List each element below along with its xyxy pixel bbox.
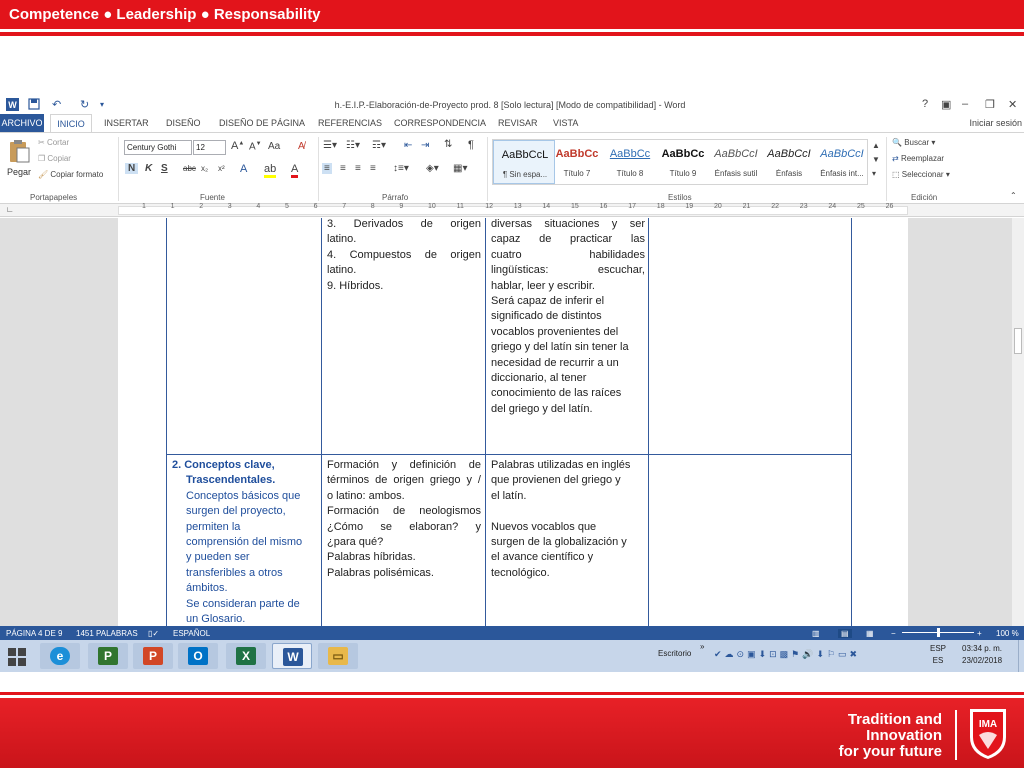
clock-time: 03:34 p. m.	[962, 644, 1003, 653]
style-name: Énfasis	[775, 169, 803, 178]
proofing-icon[interactable]: ▯✓	[148, 629, 160, 638]
svg-text:W: W	[8, 100, 17, 110]
zoom-in-icon[interactable]: +	[977, 629, 982, 638]
read-mode-icon[interactable]: ▥	[812, 629, 820, 638]
style-name: ¶ Sin espa...	[502, 170, 548, 179]
cell-line: latino.	[327, 233, 357, 246]
separator	[318, 137, 319, 201]
font-color-icon[interactable]: A	[291, 163, 298, 178]
cell-line: conocimiento de las raíces	[491, 387, 622, 400]
style-preview: AaBbCcI	[767, 148, 811, 160]
cell-line: Palabras híbridas.	[327, 551, 416, 564]
table-cell-objectives-bottom[interactable]	[491, 458, 645, 581]
desktop-toolbar[interactable]: Escritorio	[658, 649, 692, 658]
font-name-box[interactable]: Century Gothi	[124, 140, 192, 155]
justify-icon[interactable]: ≡	[370, 163, 376, 174]
cut-label: Cortar	[46, 138, 70, 147]
document-page	[118, 218, 908, 626]
paste-button[interactable]	[6, 139, 34, 183]
project-icon: P	[98, 647, 118, 665]
tab-view[interactable]: VISTA	[553, 118, 579, 128]
cell-line: necesidad de recurrir a un	[491, 356, 619, 369]
taskbar-outlook[interactable]	[178, 643, 218, 669]
zoom-slider-thumb[interactable]	[937, 628, 940, 637]
page-count[interactable]: PÁGINA 4 DE 9	[6, 629, 63, 638]
tab-home[interactable]: INICIO	[50, 114, 92, 133]
style-preview: AaBbCc	[555, 148, 599, 160]
cell-line: latino.	[327, 264, 357, 277]
ruler-tick-label: 12	[485, 203, 493, 210]
bold-button[interactable]: N	[125, 163, 138, 174]
ruler-tick-label: 8	[370, 203, 375, 210]
zoom-level[interactable]: 100 %	[996, 629, 1019, 638]
cell-line: Nuevos vocablos que	[491, 520, 597, 533]
line-spacing-icon[interactable]: ↕≡▾	[393, 163, 409, 174]
separator	[487, 137, 488, 201]
redo-icon[interactable]: ↻	[80, 99, 90, 111]
find-button[interactable]: 🔍 Buscar ▾	[892, 138, 936, 147]
table-cell-content-top[interactable]	[327, 217, 481, 294]
ruler-tick-label: 11	[456, 203, 464, 210]
increase-indent-icon[interactable]: ⇥	[421, 140, 430, 151]
tab-insert[interactable]: INSERTAR	[104, 118, 149, 128]
select-label: Seleccionar	[901, 170, 944, 179]
tab-mailings[interactable]: CORRESPONDENCIA	[394, 118, 487, 128]
folder-icon: ▭	[328, 647, 348, 665]
italic-button[interactable]: K	[145, 163, 153, 174]
taskbar-word[interactable]	[272, 643, 312, 669]
word-icon: W	[283, 648, 303, 666]
styles-more-icon[interactable]: ▾	[872, 169, 877, 178]
concept-line: ámbitos.	[186, 582, 228, 595]
slogan-line: Tradition and	[847, 711, 942, 728]
cursor-icon: ⬚	[892, 170, 900, 179]
ruler-tick-label: 25	[857, 203, 865, 210]
paragraph-group-label: Párrafo	[382, 193, 409, 202]
cell-line: Formación de neologismos	[327, 505, 481, 518]
slogan-line: Innovation	[866, 727, 942, 744]
ruler-tick-label: 23	[799, 203, 808, 210]
clear-format-icon[interactable]: A̸	[298, 141, 305, 152]
ruler-tick-label: 5	[285, 203, 289, 210]
ribbon-tabs	[0, 114, 1024, 132]
ima-crest-logo	[966, 707, 1010, 761]
table-border	[166, 218, 167, 626]
style-preview: AaBbCcI	[820, 148, 864, 160]
cell-line: diversas situaciones y ser	[491, 218, 645, 230]
replace-button[interactable]	[892, 154, 944, 163]
ribbon-display-icon[interactable]: ▣	[941, 99, 952, 111]
strikethrough-button[interactable]: abc	[183, 164, 196, 173]
paintbrush-icon: 🖌	[38, 170, 49, 179]
print-layout-icon[interactable]: ▤	[838, 629, 852, 638]
binoculars-icon: 🔍	[892, 138, 902, 147]
text-effects-icon[interactable]: A	[240, 163, 248, 175]
align-center-icon[interactable]: ≡	[340, 163, 346, 174]
bullets-icon[interactable]: ☰▾	[323, 140, 337, 151]
numbering-icon[interactable]: ☷▾	[346, 140, 360, 151]
concept-line: comprensión del mismo	[186, 536, 303, 549]
cell-line: Palabras utilizadas en inglés	[491, 459, 631, 471]
clock-date: 23/02/2018	[962, 656, 1003, 665]
cell-line: Será capaz de inferir el	[491, 295, 605, 308]
ruler-tick-label: 21	[742, 203, 751, 210]
tab-review[interactable]: REVISAR	[498, 118, 538, 128]
concept-line: surgen del proyecto,	[186, 505, 286, 518]
cut-button[interactable]	[38, 138, 69, 147]
styles-gallery	[492, 139, 868, 185]
ruler-tick-label: 2	[199, 203, 204, 210]
decrease-indent-icon[interactable]: ⇤	[404, 140, 413, 151]
superscript-button[interactable]: x²	[218, 164, 225, 173]
ruler-tick-label: 24	[828, 203, 837, 210]
styles-group-label: Estilos	[668, 193, 692, 202]
windows-taskbar	[0, 640, 1024, 672]
document-area	[0, 218, 1024, 626]
outlook-icon: O	[188, 647, 208, 665]
taskbar-powerpoint[interactable]	[133, 643, 173, 669]
taskbar-ie[interactable]	[40, 643, 80, 669]
style-preview: AaBbCcI	[714, 148, 758, 160]
slide-header-bar	[0, 0, 1024, 32]
table-cell-concepts[interactable]	[172, 458, 317, 627]
style-name: Título 8	[616, 169, 644, 178]
cell-line: surgen de la globalización y	[491, 536, 627, 549]
find-label: Buscar	[904, 138, 930, 147]
customize-toolbar-icon[interactable]: ▾	[100, 100, 105, 109]
style-preview: AaBbCcL	[501, 149, 549, 161]
powerpoint-icon: P	[143, 647, 163, 665]
tab-design[interactable]: DISEÑO	[166, 118, 201, 128]
replace-icon: ⇄	[892, 154, 899, 163]
copy-icon: ❐	[38, 154, 46, 163]
taskbar-explorer[interactable]	[318, 643, 358, 669]
style-preview: AaBbCc	[661, 148, 705, 160]
cell-line: significado de distintos	[491, 310, 602, 323]
table-border	[648, 218, 649, 626]
cell-line: diccionario, al tener	[491, 372, 587, 385]
footer-line	[0, 692, 1024, 695]
cell-line: hablar, leer y escribir.	[491, 279, 595, 292]
borders-icon[interactable]: ▦▾	[453, 163, 468, 174]
word-app-icon	[6, 98, 19, 114]
ruler-tick-label: 3	[227, 203, 232, 210]
scissors-icon: ✂	[38, 138, 45, 147]
ruler-tick-label: 7	[342, 203, 347, 210]
language-indicator[interactable]: ESPAÑOL	[173, 629, 211, 638]
style-intense-emphasis[interactable]	[811, 140, 873, 184]
title-bar	[0, 96, 1024, 114]
subscript-button[interactable]: x₂	[201, 164, 209, 173]
grow-font-icon[interactable]: A▲	[231, 140, 245, 152]
ruler-tick-label: 1	[170, 203, 175, 210]
ruler-tick-label: 18	[656, 203, 665, 210]
windows-start-icon[interactable]	[8, 648, 26, 668]
multilevel-list-icon[interactable]: ☶▾	[372, 140, 386, 151]
ruler-tick-label: 9	[399, 203, 404, 210]
concept-line: y pueden ser	[186, 551, 250, 564]
table-border	[485, 218, 486, 626]
concept-line: permiten la	[186, 520, 241, 533]
table-border	[321, 218, 322, 626]
concept-heading-line: Trascendentales.	[186, 474, 276, 487]
style-name: Énfasis int...	[820, 169, 864, 178]
cell-line: Formación y definición de	[327, 459, 481, 471]
sign-in-link[interactable]: Iniciar sesión	[969, 118, 1022, 128]
cell-line: ¿Cómo se elaboran? y	[327, 520, 481, 533]
ruler-tick-label: 22	[771, 203, 779, 210]
cell-line: tecnológico.	[491, 566, 550, 579]
table-border	[851, 218, 852, 626]
zoom-slider[interactable]	[902, 632, 974, 633]
internet-explorer-icon: e	[50, 647, 70, 665]
change-case-button[interactable]: Aa	[268, 141, 281, 152]
cell-line: capaz de practicar las	[491, 233, 645, 246]
format-painter-label: Copiar formato	[50, 170, 104, 179]
table-cell-content-bottom[interactable]	[327, 458, 481, 581]
ruler-tick-label: 17	[628, 203, 636, 210]
font-size-box[interactable]: 12	[193, 140, 226, 155]
show-desktop-button[interactable]	[1018, 640, 1024, 672]
pilcrow-icon[interactable]: ¶	[468, 139, 474, 151]
ruler-tick-label: 1	[142, 203, 146, 210]
styles-scroll-up-icon[interactable]: ▲	[872, 141, 880, 150]
cell-line: ¿para qué?	[327, 536, 384, 549]
tab-references[interactable]: REFERENCIAS	[318, 118, 383, 128]
toolbar-expand-icon[interactable]: »	[700, 642, 705, 651]
svg-text:IMA: IMA	[978, 719, 998, 730]
tab-page-layout[interactable]: DISEÑO DE PÁGINA	[219, 118, 306, 128]
ruler-tick-label: 4	[256, 203, 261, 210]
concept-line: transferibles a otros	[186, 566, 283, 579]
taskbar-project[interactable]	[88, 643, 128, 669]
copy-button[interactable]	[38, 154, 71, 163]
scrollbar-thumb[interactable]	[1014, 328, 1022, 354]
ruler-tick-label: 14	[542, 203, 551, 210]
excel-icon: X	[236, 647, 256, 665]
word-window	[0, 96, 1024, 672]
horizontal-ruler	[0, 204, 1024, 217]
shading-icon[interactable]: ◈▾	[426, 163, 439, 174]
style-name: Énfasis sutil	[714, 169, 758, 178]
lang-code: ESP	[930, 644, 947, 653]
concept-line: Se consideran parte de	[186, 597, 300, 610]
system-tray-icons[interactable]: ✔☁⊙▣⬇⊡▩⚑🔊⬇⚐▭✖	[714, 649, 861, 659]
tab-selector-icon[interactable]: ∟	[6, 205, 14, 214]
align-left-icon[interactable]: ≡	[324, 163, 330, 174]
ruler-tick-label: 15	[571, 203, 579, 210]
cell-line: del griego y del latín.	[491, 402, 593, 415]
slogan-line: for your future	[838, 743, 942, 760]
keyboard-code: ES	[932, 656, 944, 665]
copy-label: Copiar	[47, 154, 71, 163]
cell-line: vocablos provenientes del	[491, 325, 619, 338]
clipboard-icon	[8, 139, 30, 165]
ruler-tick-label: 6	[313, 203, 318, 210]
taskbar-excel[interactable]	[226, 643, 266, 669]
cell-line: 4. Compuestos de origen	[327, 248, 481, 261]
ruler-tick-label: 16	[599, 203, 608, 210]
word-count[interactable]: 1451 PALABRAS	[76, 629, 138, 638]
table-row-border	[166, 454, 852, 455]
window-title: h.-E.I.P.-Elaboración-de-Proyecto prod. 8 [Solo lectura] [Modo de compatibilidad] - Word	[334, 100, 686, 110]
ruler-tick-label: 26	[885, 203, 894, 210]
slogan	[839, 712, 942, 760]
ruler-tick-label: 20	[714, 203, 722, 210]
tab-file[interactable]: ARCHIVO	[0, 114, 44, 132]
font-group-label: Fuente	[200, 193, 225, 202]
status-bar	[0, 626, 1024, 640]
style-name: Título 7	[563, 169, 591, 178]
shrink-font-icon[interactable]: A▼	[249, 141, 262, 153]
concept-line: Conceptos básicos que	[186, 489, 301, 502]
help-button[interactable]: ?	[922, 98, 929, 110]
slide-header-text: Competence ● Leadership ● Responsability	[9, 6, 321, 23]
concept-line: un Glosario.	[186, 613, 246, 626]
select-button[interactable]: ⬚ Seleccionar ▾	[892, 170, 950, 179]
cell-line: Palabras polisémicas.	[327, 566, 434, 579]
underline-button[interactable]: S	[161, 163, 168, 174]
cell-line: cuatro habilidades	[491, 248, 645, 261]
cell-line: el latín.	[491, 489, 527, 502]
cell-line: o latino: ambos.	[327, 489, 405, 502]
separator	[118, 137, 119, 201]
concept-heading-line: 2. Conceptos clave,	[172, 459, 275, 471]
separator	[886, 137, 887, 201]
style-preview: AaBbCc	[609, 148, 651, 160]
cell-line: que provienen del griego y	[491, 474, 621, 487]
align-right-icon[interactable]: ≡	[355, 163, 361, 174]
ruler-tick-label: 19	[685, 203, 694, 210]
ruler-tick-label: 13	[513, 203, 522, 210]
input-language[interactable]	[930, 643, 946, 667]
save-icon[interactable]	[28, 98, 40, 113]
undo-icon[interactable]: ↶	[52, 99, 62, 111]
web-layout-icon[interactable]: ▦	[866, 629, 874, 638]
ruler-tick-label: 10	[428, 203, 436, 210]
cell-line: el avance científico y	[491, 551, 594, 564]
highlight-icon[interactable]: ab	[264, 163, 276, 178]
zoom-out-icon[interactable]: −	[891, 629, 896, 638]
vertical-scrollbar[interactable]	[1012, 218, 1024, 626]
cell-line: lingüísticas: escuchar,	[491, 264, 645, 277]
clipboard-group-label: Portapapeles	[30, 193, 78, 202]
system-clock[interactable]	[962, 643, 1002, 667]
cell-line: griego y del latín sin tener la	[491, 341, 629, 354]
close-icon[interactable]: ✕	[1008, 99, 1018, 111]
cell-line	[491, 504, 645, 519]
editing-group-label: Edición	[911, 193, 938, 202]
paste-label: Pegar	[7, 167, 32, 177]
cell-line: 9. Híbridos.	[327, 279, 384, 292]
cell-line: 3. Derivados de origen	[327, 218, 481, 230]
table-cell-objectives-top[interactable]	[491, 217, 645, 417]
sort-icon[interactable]: ⇅	[444, 139, 453, 150]
format-painter-button[interactable]	[38, 170, 103, 179]
styles-scroll-down-icon[interactable]: ▼	[872, 155, 880, 164]
minimize-icon[interactable]: –	[962, 98, 969, 110]
style-name: Título 9	[669, 169, 697, 178]
collapse-ribbon-icon[interactable]: ⌃	[1010, 191, 1017, 200]
restore-icon[interactable]: ❐	[985, 99, 995, 111]
cell-line: términos de origen griego y /	[327, 474, 481, 487]
footer-divider	[955, 710, 957, 760]
ribbon	[0, 132, 1024, 204]
replace-label: Reemplazar	[900, 154, 945, 163]
